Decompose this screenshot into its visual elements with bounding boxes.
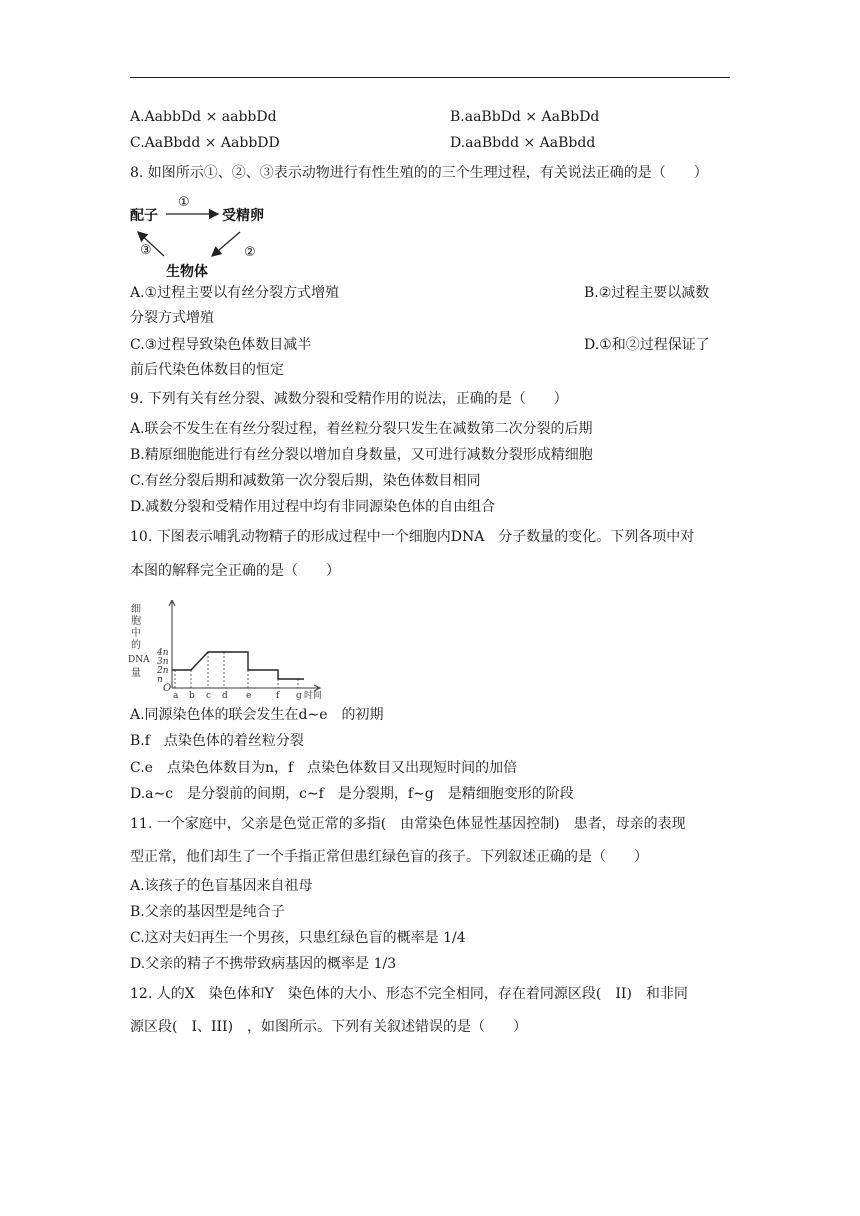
q11-option-b: B.父亲的基因型是纯合子 bbox=[130, 904, 285, 920]
q9-option-c: C.有丝分裂后期和减数第一次分裂后期，染色体数目相同 bbox=[130, 473, 481, 489]
gamete-label: 配子 bbox=[130, 208, 158, 224]
q10-stem-line2: 本图的解释完全正确的是（ ） bbox=[130, 563, 340, 579]
q11-stem-line2: 型正常，他们却生了一个手指正常但患红绿色盲的孩子。下列叙述正确的是（ ） bbox=[130, 849, 648, 865]
q8-option-d-line2: 前后代染色体数目的恒定 bbox=[130, 362, 284, 378]
x-tick-label-d: d bbox=[222, 691, 228, 700]
process-1-label: ① bbox=[178, 195, 190, 210]
y-tick-label-n: n bbox=[157, 675, 163, 685]
ylabel-char-4: 的 bbox=[131, 640, 141, 651]
y-tick-label-2n: 2n bbox=[157, 666, 169, 676]
q8-stem: 8. 如图所示①、②、③表示动物进行有性生殖的的三个生理过程，有关说法正确的是（ ） bbox=[130, 165, 708, 181]
q10-option-a: A.同源染色体的联会发生在d∼e 的初期 bbox=[130, 707, 384, 723]
q12-stem-line2: 源区段( I、III) ，如图所示。下列有关叙述错误的是（ ） bbox=[130, 1019, 528, 1035]
dna-series-line bbox=[172, 652, 304, 679]
q9-option-b: B.精原细胞能进行有丝分裂以增加自身数量，又可进行减数分裂形成精细胞 bbox=[130, 447, 593, 463]
q11-option-c: C.这对夫妇再生一个男孩，只患红绿色盲的概率是 1/4 bbox=[130, 930, 466, 946]
process-3-label: ③ bbox=[140, 243, 152, 258]
ylabel-char-5: 量 bbox=[131, 668, 141, 679]
x-axis-title: 时间 bbox=[304, 691, 323, 700]
q9-option-a: A.联会不发生在有丝分裂过程，着丝粒分裂只发生在减数第二次分裂的后期 bbox=[130, 421, 593, 437]
q8-option-c: C.③过程导致染色体数目减半 bbox=[130, 337, 312, 353]
dna-content-chart bbox=[128, 600, 328, 700]
y-tick-label-3n: 3n bbox=[157, 657, 169, 667]
ylabel-dna: DNA bbox=[128, 655, 150, 665]
organism-label: 生物体 bbox=[166, 264, 208, 280]
zygote-label: 受精卵 bbox=[222, 208, 264, 224]
ylabel-char-1: 细 bbox=[131, 604, 141, 615]
q8-option-b-line1: B.②过程主要以减数 bbox=[584, 285, 710, 301]
header-rule bbox=[130, 77, 730, 78]
q8-option-a: A.①过程主要以有丝分裂方式增殖 bbox=[130, 285, 340, 301]
q7-option-c: C.AaBbdd × AabbDD bbox=[130, 135, 280, 151]
x-tick-label-f: f bbox=[276, 691, 280, 700]
ylabel-char-2: 胞 bbox=[131, 616, 141, 627]
q10-option-c: C.e 点染色体数目为n，f 点染色体数目又出现短时间的加倍 bbox=[130, 760, 518, 776]
x-tick-label-b: b bbox=[189, 691, 195, 700]
q11-option-a: A.该孩子的色盲基因来自祖母 bbox=[130, 878, 313, 894]
q7-option-a: A.AabbDd × aabbDd bbox=[130, 109, 277, 125]
q12-stem-line1: 12. 人的X 染色体和Y 染色体的大小、形态不完全相同，存在着同源区段( II) 和非同 bbox=[130, 986, 688, 1002]
y-axis-title bbox=[128, 603, 150, 679]
q8-option-b-line2: 分裂方式增殖 bbox=[130, 310, 214, 326]
arrow-process-2 bbox=[212, 232, 240, 256]
reproduction-cycle-diagram bbox=[128, 190, 278, 282]
q9-stem: 9. 下列有关有丝分裂、减数分裂和受精作用的说法，正确的是（ ） bbox=[130, 391, 568, 407]
q8-option-d-line1: D.①和②过程保证了 bbox=[584, 337, 710, 353]
q7-option-d: D.aaBbdd × AaBbdd bbox=[450, 135, 596, 151]
x-tick-label-g: g bbox=[296, 691, 302, 700]
x-tick-label-e: e bbox=[246, 691, 252, 700]
q7-option-b: B.aaBbDd × AaBbDd bbox=[450, 109, 600, 125]
y-tick-label-4n: 4n bbox=[157, 648, 169, 658]
q11-option-d: D.父亲的精子不携带致病基因的概率是 1/3 bbox=[130, 956, 397, 972]
q9-option-d: D.减数分裂和受精作用过程中均有非同源染色体的自由组合 bbox=[130, 499, 496, 515]
process-2-label: ② bbox=[244, 245, 256, 260]
ylabel-char-3: 中 bbox=[131, 628, 141, 639]
q10-option-b: B.f 点染色体的着丝粒分裂 bbox=[130, 733, 304, 749]
q10-option-d: D.a∼c 是分裂前的间期，c∼f 是分裂期，f∼g 是精细胞变形的阶段 bbox=[130, 786, 574, 802]
q10-stem-line1: 10. 下图表示哺乳动物精子的形成过程中一个细胞内DNA 分子数量的变化。下列各项中对 bbox=[130, 529, 695, 545]
x-tick-label-a: a bbox=[173, 691, 179, 700]
x-tick-label-c: c bbox=[206, 691, 212, 700]
q11-stem-line1: 11. 一个家庭中，父亲是色觉正常的多指( 由常染色体显性基因控制) 患者，母亲的表现 bbox=[130, 816, 686, 832]
origin-label: O bbox=[163, 683, 172, 694]
